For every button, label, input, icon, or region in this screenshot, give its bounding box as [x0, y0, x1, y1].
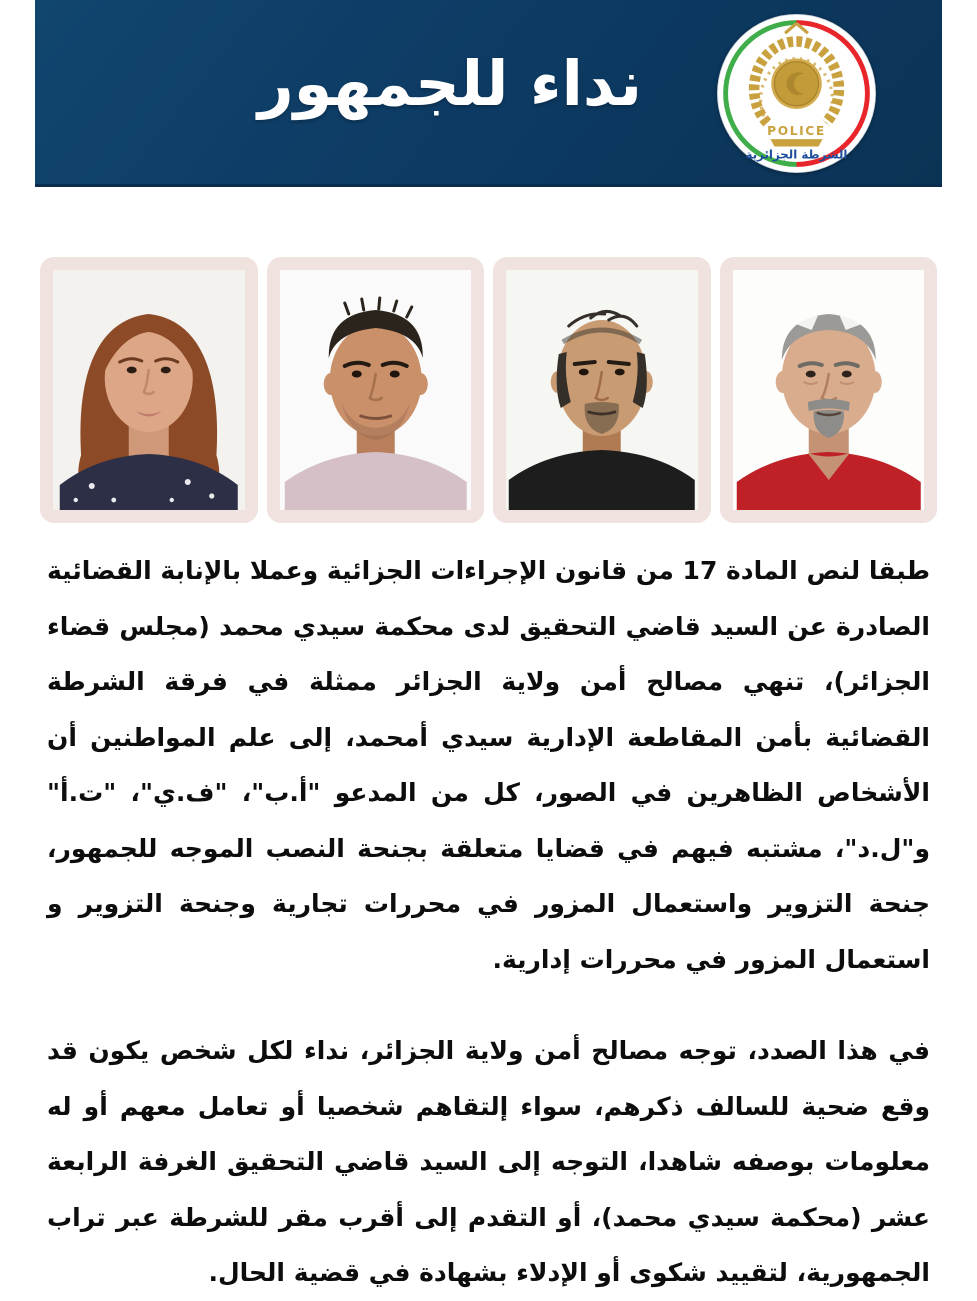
suspect-portrait-4	[733, 270, 925, 510]
suspect-portrait-1	[53, 270, 245, 510]
police-badge-icon	[715, 12, 878, 175]
agency-name-text: الشرطة الجزائرية	[745, 147, 848, 162]
notice-paragraph-1: طبقا لنص المادة 17 من قانون الإجراءات الجزائية وعملا بالإنابة القضائية الصادرة عن السيد قاضي التحقيق لدى محكمة سيدي محمد (مجلس قضاء الجزائر)، تنهي مصالح أمن ولاية الجزائر ممثلة في فرقة الشرطة القضائية بأمن المقاطعة الإدارية سيدي أمحمد، إلى علم المواطنين أن الأشخاص الظاهرين في الصور، كل من المدعو "أ.ب"، "ف.ي"، "ت.أ" و"ل.د"، مشتبه فيهم في قضايا متعلقة بجنحة النصب الموجه للجمهور، جنحة التزوير واستعمال المزور في محررات تجارية وجنحة التزوير و استعمال المزور في محررات إدارية.	[47, 556, 930, 974]
suspect-photo-2	[267, 257, 485, 523]
page-title: نداء للجمهور	[258, 47, 642, 120]
algerian-police-logo	[715, 12, 878, 175]
header-banner	[35, 0, 942, 187]
police-text: POLICE	[767, 124, 826, 139]
suspect-portrait-3	[506, 270, 698, 510]
notice-body	[47, 543, 930, 1301]
suspect-photos-row	[40, 257, 937, 523]
notice-paragraph-2: في هذا الصدد، توجه مصالح أمن ولاية الجزائر، نداء لكل شخص يكون قد وقع ضحية للسالف ذكرهم، سواء إلتقاهم شخصيا أو تعامل معهم أو له معلومات بوصفه شاهدا، التوجه إلى السيد قاضي التحقيق الغرفة الرابعة عشر (محكمة سيدي محمد)، أو التقدم إلى أقرب مقر للشرطة عبر تراب الجمهورية، لتقييد شكوى أو الإدلاء بشهادة في قضية الحال.	[47, 1036, 930, 1287]
suspect-portrait-2	[280, 270, 472, 510]
suspect-photo-3	[493, 257, 711, 523]
suspect-photo-1	[40, 257, 258, 523]
suspect-photo-4	[720, 257, 938, 523]
